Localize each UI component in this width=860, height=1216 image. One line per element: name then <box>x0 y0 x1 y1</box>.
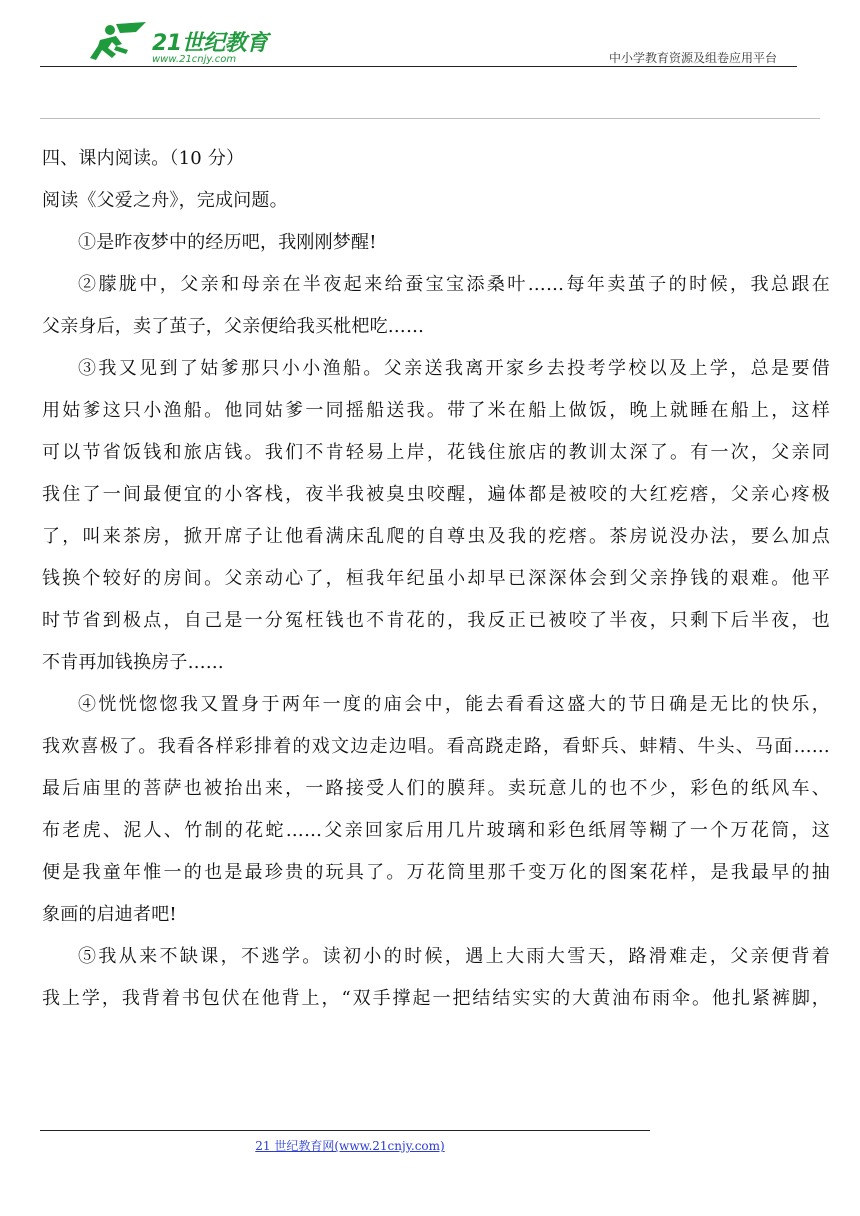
text-line: 可以节省饭钱和旅店钱。我们不肯轻易上岸，花钱住旅店的教训太深了。有一次，父亲同 <box>42 442 830 463</box>
text-line: ⑤我从来不缺课，不逃学。读初小的时候，遇上大雨大雪天，路滑难走，父亲便背着 <box>78 946 830 967</box>
section-heading: 四、课内阅读。（10 分） <box>42 148 245 169</box>
platform-tagline: 中小学教育资源及组卷应用平台 <box>608 51 777 65</box>
text-line: 用姑爹这只小渔船。他同姑爹一同摇船送我。带了米在船上做饭，晚上就睡在船上，这样 <box>42 400 830 421</box>
text-line: 不肯再加钱换房子…… <box>42 652 224 673</box>
paragraph-4 <box>42 684 830 936</box>
text-line: 布老虎、泥人、竹制的花蛇……父亲回家后用几片玻璃和彩色纸屑等糊了一个万花筒，这 <box>42 820 830 841</box>
text-line: 便是我童年惟一的也是最珍贵的玩具了。万花筒里那千变万化的图案花样，是我最早的抽 <box>42 862 830 883</box>
text-line: 象画的启迪者吧! <box>42 904 177 925</box>
text-line: 我上学，我背着书包伏在他背上，“双手撑起一把结结实实的大黄油布雨伞。他扎紧裤脚， <box>42 988 830 1009</box>
header-divider <box>40 66 797 67</box>
paragraph-1 <box>42 222 830 264</box>
brand-url: www.21cnjy.com <box>152 54 237 65</box>
paragraph-5 <box>42 936 830 1020</box>
text-line: 最后庙里的菩萨也被抬出来，一路接受人们的膜拜。卖玩意儿的也不少，彩色的纸风车、 <box>42 778 830 799</box>
text-line: ③我又见到了姑爹那只小小渔船。父亲送我离开家乡去投考学校以及上学，总是要借 <box>78 358 830 379</box>
section-divider <box>40 118 820 119</box>
paragraph-3 <box>42 348 830 684</box>
paragraph-2 <box>42 264 830 348</box>
text-line: ①是昨夜梦中的经历吧，我刚刚梦醒! <box>78 232 377 253</box>
text-line: 我欢喜极了。我看各样彩排着的戏文边走边唱。看高跷走路，看虾兵、蚌精、牛头、马面…… <box>42 736 830 757</box>
text-line: 了，叫来茶房，掀开席子让他看满床乱爬的自尊虫及我的疙瘩。茶房说没办法，要么加点 <box>42 526 830 547</box>
brand-name: 21世纪教育 <box>152 31 268 56</box>
site-logo[interactable] <box>86 20 306 68</box>
reading-instruction: 阅读《父爱之舟》，完成问题。 <box>42 190 288 211</box>
footer-link[interactable]: 21 世纪教育网(www.21cnjy.com) <box>255 1139 445 1153</box>
running-figure-icon <box>86 20 152 66</box>
text-line: ②朦胧中，父亲和母亲在半夜起来给蚕宝宝添桑叶……每年卖茧子的时候，我总跟在 <box>78 274 830 295</box>
document-body <box>42 138 830 1020</box>
text-line: 钱换个较好的房间。父亲动心了，桓我年纪虽小却早已深深体会到父亲挣钱的艰难。他平 <box>42 568 830 589</box>
text-line: ④恍恍惚惚我又置身于两年一度的庙会中，能去看看这盛大的节日确是无比的快乐， <box>78 694 830 715</box>
text-line: 我住了一间最便宜的小客栈，夜半我被臭虫咬醒，遍体都是被咬的大红疙瘩，父亲心疼极 <box>42 484 830 505</box>
page-header <box>40 18 797 70</box>
text-line: 时节省到极点，自己是一分冤枉钱也不肯花的，我反正已被咬了半夜，只剩下后半夜，也 <box>42 610 830 631</box>
text-line: 父亲身后，卖了茧子，父亲便给我买枇杷吃…… <box>42 316 425 337</box>
footer-divider <box>40 1130 650 1131</box>
